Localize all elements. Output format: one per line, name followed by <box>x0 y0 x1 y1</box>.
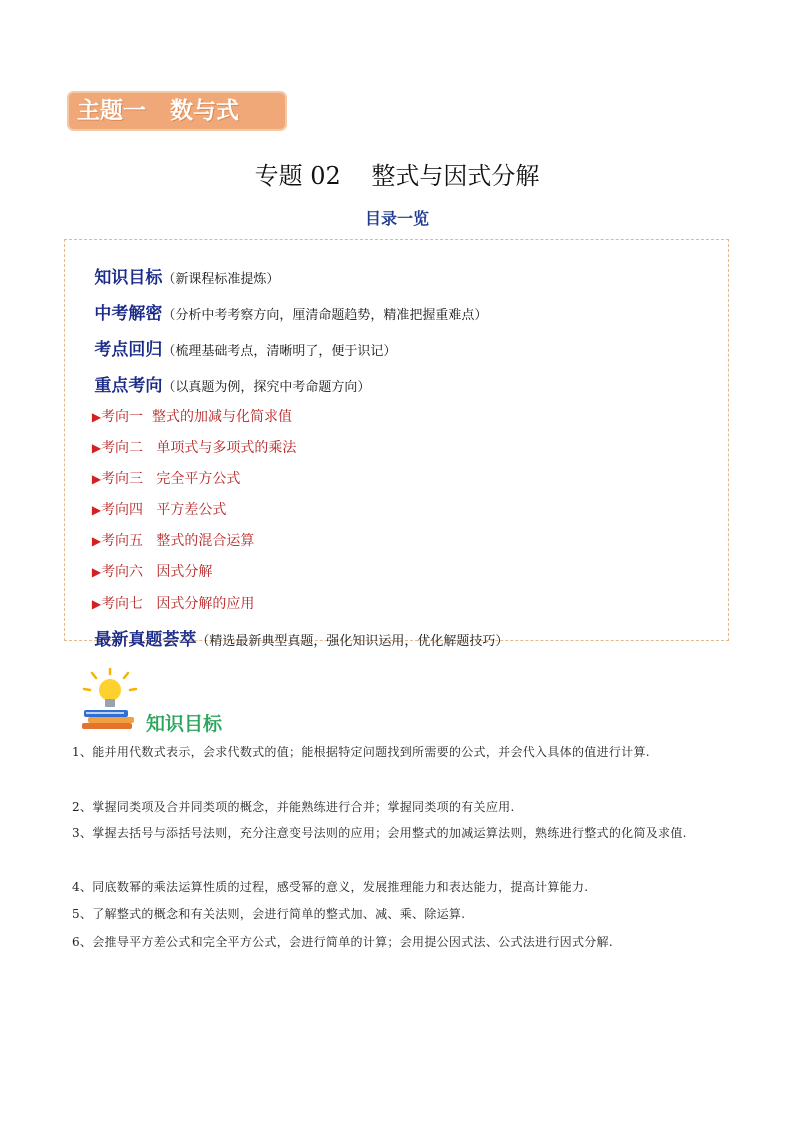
triangle-right-icon: ▶ <box>91 503 102 517</box>
toc-item-note: （梳理基础考点，清晰明了，便于识记） <box>162 344 397 359</box>
toc-item-label: 中考解密 <box>94 304 163 324</box>
triangle-right-icon: ▶ <box>91 534 102 548</box>
triangle-right-icon: ▶ <box>91 597 102 611</box>
direction-text: 平方差公式 <box>156 502 227 518</box>
direction-label: 考向四 <box>101 502 144 518</box>
direction-text: 因式分解 <box>156 564 213 580</box>
toc-item-note: （分析中考考察方向，厘清命题趋势，精准把握重难点） <box>162 308 488 323</box>
direction-text: 整式的加减与化简求值 <box>151 409 292 425</box>
direction-label: 考向六 <box>101 564 144 580</box>
toc-item-note: （精选最新典型真题，强化知识运用，优化解题技巧） <box>196 634 509 649</box>
paragraph-6: 6、会推导平方差公式和完全平方公式，会进行简单的计算；会用提公因式法、公式法进行因式分解. <box>72 935 613 949</box>
toc-item-note: （新课程标准提炼） <box>162 272 280 287</box>
toc-heading: 目录一览 <box>364 209 429 228</box>
direction-text: 整式的混合运算 <box>156 533 255 549</box>
lightbulb-books-icon <box>80 668 140 732</box>
toc-item-label: 知识目标 <box>94 268 163 288</box>
direction-text: 单项式与多项式的乘法 <box>156 440 297 456</box>
toc-item-latest-exams[interactable] <box>74 606 508 669</box>
direction-text: 因式分解的应用 <box>156 596 255 612</box>
toc-item-label: 最新真题荟萃 <box>94 630 197 650</box>
toc-item-label: 考点回归 <box>94 340 163 360</box>
direction-label: 考向三 <box>101 471 144 487</box>
page-title: 专题 02 整式与因式分解 <box>254 162 540 190</box>
triangle-right-icon: ▶ <box>91 565 102 579</box>
triangle-right-icon: ▶ <box>91 441 102 455</box>
paragraph-3: 3、掌握去括号与添括号法则，充分注意变号法则的应用；会用整式的加减运算法则，熟练进行整式的化简及求值. <box>72 826 687 840</box>
direction-label: 考向七 <box>101 596 144 612</box>
toc-item-note: （以真题为例，探究中考命题方向） <box>162 380 371 395</box>
toc-item-label: 重点考向 <box>94 376 163 396</box>
direction-label: 考向一 <box>101 409 144 425</box>
direction-label: 考向二 <box>101 440 144 456</box>
theme-badge: 主题一 数与式 <box>67 91 287 131</box>
paragraph-1: 1、能并用代数式表示，会求代数式的值；能根据特定问题找到所需要的公式，并会代入具体的值进行计算. <box>72 745 650 759</box>
toc-box <box>64 239 729 650</box>
triangle-right-icon: ▶ <box>91 410 102 424</box>
section-title: 知识目标 <box>146 713 223 735</box>
paragraph-5: 5、了解整式的概念和有关法则，会进行简单的整式加、减、乘、除运算. <box>72 907 466 921</box>
triangle-right-icon: ▶ <box>91 472 102 486</box>
paragraph-4: 4、同底数幂的乘法运算性质的过程，感受幂的意义，发展推理能力和表达能力，提高计算能力. <box>72 880 589 894</box>
paragraph-2: 2、掌握同类项及合并同类项的概念，并能熟练进行合并；掌握同类项的有关应用. <box>72 800 515 814</box>
direction-label: 考向五 <box>101 533 144 549</box>
direction-text: 完全平方公式 <box>156 471 241 487</box>
